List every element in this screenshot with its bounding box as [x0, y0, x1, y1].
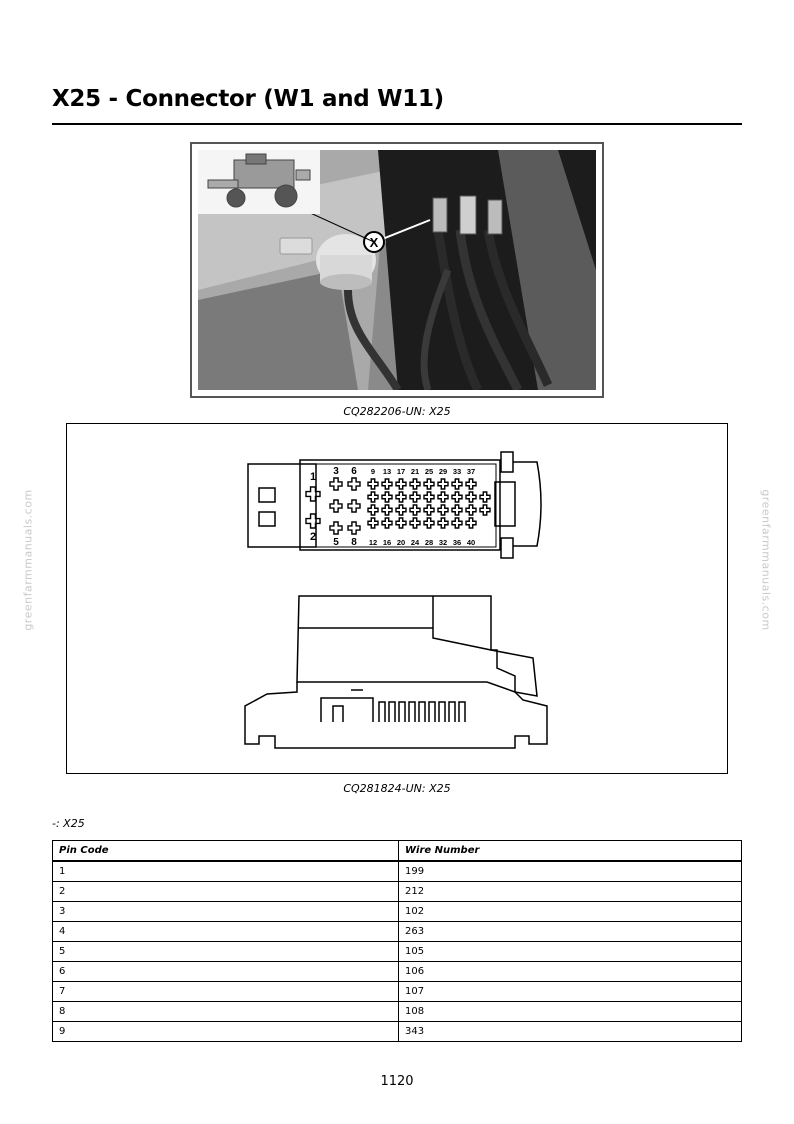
- pin-cavity: [424, 505, 434, 515]
- table-row: [53, 962, 742, 982]
- pin-code-cell: 4: [53, 922, 399, 942]
- pin-cavity: [438, 479, 448, 489]
- pin-label: 36: [452, 538, 462, 547]
- photo-caption: CQ282206-UN: X25: [343, 405, 451, 418]
- pin-label: 1: [309, 471, 317, 483]
- pin-code-cell: 2: [53, 882, 399, 902]
- pin-label: 21: [410, 467, 420, 476]
- pin-cavity: [480, 505, 490, 515]
- pin-cavity: [452, 479, 462, 489]
- terminal-slot: [389, 702, 395, 722]
- connector-diagram: [66, 423, 728, 774]
- terminal-slot: [379, 702, 385, 722]
- header-wire-number: Wire Number: [399, 841, 742, 862]
- pin-cavity: [424, 518, 434, 528]
- pin-cavity: [466, 518, 476, 528]
- pin-wire-table: [52, 840, 742, 1042]
- page-title: X25 - Connector (W1 and W11): [52, 86, 444, 112]
- pin-label: 8: [351, 537, 357, 548]
- pin-label: 5: [333, 537, 339, 548]
- pin-label: 37: [466, 467, 476, 476]
- page-number: 1120: [380, 1074, 414, 1089]
- pin-cavity: [348, 522, 360, 534]
- wire-number-cell: 199: [399, 861, 742, 882]
- terminal-slot: [399, 702, 405, 722]
- terminal-slot: [429, 702, 435, 722]
- terminal-slot: [449, 702, 455, 722]
- terminal-slot: [459, 702, 465, 722]
- pin-label: 24: [410, 538, 420, 547]
- pin-label: 33: [452, 467, 462, 476]
- pin-label: 29: [438, 467, 448, 476]
- pin-cavity: [368, 518, 378, 528]
- pin-cavity: [424, 492, 434, 502]
- table-row: [53, 982, 742, 1002]
- wire-number-cell: 102: [399, 902, 742, 922]
- terminal-slot: [409, 702, 415, 722]
- pin-label: 13: [382, 467, 392, 476]
- pin-label: 17: [396, 467, 406, 476]
- pin-cavity: [382, 518, 392, 528]
- pin-code-cell: 6: [53, 962, 399, 982]
- photo-callout-label: X: [369, 235, 379, 250]
- pin-cavity: [410, 492, 420, 502]
- connector-drawing: [67, 424, 726, 772]
- pin-code-cell: 7: [53, 982, 399, 1002]
- pin-label: 9: [370, 467, 376, 476]
- wire-number-cell: 108: [399, 1002, 742, 1022]
- terminal-slot: [419, 702, 425, 722]
- pin-cavity: [368, 479, 378, 489]
- pin-cavity: [382, 479, 392, 489]
- wire-number-cell: 106: [399, 962, 742, 982]
- pin-cavity: [330, 500, 342, 512]
- pin-label: 20: [396, 538, 406, 547]
- wire-number-cell: 343: [399, 1022, 742, 1042]
- pin-code-cell: 5: [53, 942, 399, 962]
- wire-number-cell: 212: [399, 882, 742, 902]
- pin-cavity: [368, 505, 378, 515]
- table-row: [53, 942, 742, 962]
- pin-cavity: [382, 505, 392, 515]
- pin-cavities: [306, 478, 490, 534]
- pin-cavity: [410, 518, 420, 528]
- table-row: [53, 1022, 742, 1042]
- pin-cavity: [438, 518, 448, 528]
- pin-cavity: [348, 500, 360, 512]
- pin-cavity: [306, 487, 320, 501]
- pin-code-cell: 9: [53, 1022, 399, 1042]
- pin-cavity: [424, 479, 434, 489]
- pin-label: 28: [424, 538, 434, 547]
- watermark-left: greenfarmmanuals.com: [21, 489, 35, 631]
- diagram-caption: CQ281824-UN: X25: [343, 782, 451, 795]
- pin-cavity: [438, 492, 448, 502]
- connector-side-view: [245, 596, 547, 748]
- pin-label: 6: [351, 466, 357, 477]
- pin-label: 2: [309, 531, 317, 543]
- pin-cavity: [438, 505, 448, 515]
- pin-cavity: [368, 492, 378, 502]
- pin-cavity: [466, 505, 476, 515]
- terminal-slot: [439, 702, 445, 722]
- pin-label: 32: [438, 538, 448, 547]
- pin-cavity: [396, 492, 406, 502]
- pin-label: 25: [424, 467, 434, 476]
- pin-cavity: [330, 478, 342, 490]
- header-pin-code: Pin Code: [53, 841, 399, 862]
- pin-label: 12: [368, 538, 378, 547]
- location-photo-illustration: [198, 150, 596, 390]
- pin-cavity: [452, 518, 462, 528]
- pin-cavity: [306, 514, 320, 528]
- pin-cavity: [382, 492, 392, 502]
- pin-cavity: [480, 492, 490, 502]
- pin-label: 16: [382, 538, 392, 547]
- pin-label: 40: [466, 538, 476, 547]
- wire-number-cell: 105: [399, 942, 742, 962]
- table-header-row: [53, 841, 742, 862]
- table-label: -: X25: [52, 817, 85, 830]
- pin-cavity: [466, 479, 476, 489]
- wire-number-cell: 107: [399, 982, 742, 1002]
- pin-cavity: [452, 505, 462, 515]
- watermark-right: greenfarmmanuals.com: [759, 489, 773, 631]
- pin-cavity: [396, 479, 406, 489]
- table-row: [53, 1002, 742, 1022]
- location-photo: [190, 142, 604, 398]
- table-row: [53, 882, 742, 902]
- pin-cavity: [348, 478, 360, 490]
- title-divider: [52, 123, 742, 125]
- pin-cavity: [396, 505, 406, 515]
- pin-label: 3: [333, 466, 339, 477]
- connector-face-view: [248, 452, 541, 558]
- pin-cavity: [466, 492, 476, 502]
- table-row: [53, 861, 742, 882]
- pin-cavity: [410, 479, 420, 489]
- pin-code-cell: 1: [53, 861, 399, 882]
- pin-cavity: [330, 522, 342, 534]
- table-row: [53, 902, 742, 922]
- pin-cavity: [396, 518, 406, 528]
- pin-cavity: [452, 492, 462, 502]
- wire-number-cell: 263: [399, 922, 742, 942]
- pin-code-cell: 8: [53, 1002, 399, 1022]
- pin-code-cell: 3: [53, 902, 399, 922]
- pin-cavity: [410, 505, 420, 515]
- table-row: [53, 922, 742, 942]
